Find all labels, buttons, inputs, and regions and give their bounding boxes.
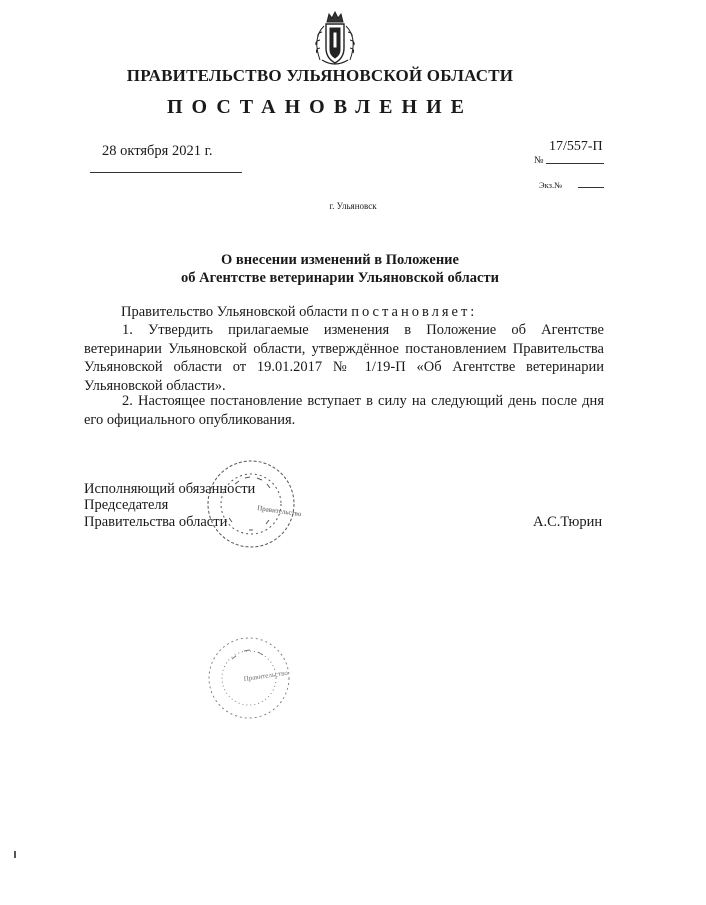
copy-number-label: Экз.№	[539, 180, 563, 190]
subject-line-2: об Агентстве ветеринарии Ульяновской области	[181, 270, 499, 286]
number-label: №	[534, 155, 544, 166]
number-underline	[546, 163, 604, 164]
intro-verb: постановляет:	[351, 304, 478, 320]
signatory-title-line-3: Правительства области	[84, 514, 228, 530]
document-number: 17/557-П	[549, 139, 603, 154]
signatory-title-line-1: Исполняющий обязанности	[84, 481, 256, 497]
city: г. Ульяновск	[329, 201, 377, 211]
signatory-title-line-2: Председателя	[84, 497, 169, 513]
faded-stamp-icon	[206, 635, 292, 721]
svg-text:Правительство: Правительство	[243, 668, 289, 683]
paragraph-1: 1. Утвердить прилагаемые изменения в Положение об Агентстве ветеринарии Ульяновской области, утверждённое постановлением Правительства Ульяновской области от 19.01.2017 № 1/19-П «Об Агентстве ветеринарии Ульяновской области».	[84, 322, 604, 394]
date-underline	[90, 172, 242, 173]
copy-number-underline	[578, 187, 604, 188]
resolution-intro	[121, 303, 477, 322]
coat-of-arms-icon	[300, 8, 370, 70]
margin-mark	[14, 851, 16, 858]
document-date: 28 октября 2021 г.	[102, 143, 213, 159]
official-stamp-icon	[205, 458, 302, 550]
svg-text:Правительство: Правительство	[256, 504, 302, 519]
intro-lead: Правительство Ульяновской области	[121, 304, 348, 320]
signer-name: А.С.Тюрин	[533, 514, 603, 530]
paragraph-2: 2. Настоящее постановление вступает в силу на следующий день после дня его официального опубликования.	[84, 393, 604, 428]
subject-line-1: О внесении изменений в Положение	[221, 252, 459, 268]
document-type-title: ПОСТАНОВЛЕНИЕ	[167, 96, 473, 118]
government-title: ПРАВИТЕЛЬСТВО УЛЬЯНОВСКОЙ ОБЛАСТИ	[126, 66, 514, 85]
